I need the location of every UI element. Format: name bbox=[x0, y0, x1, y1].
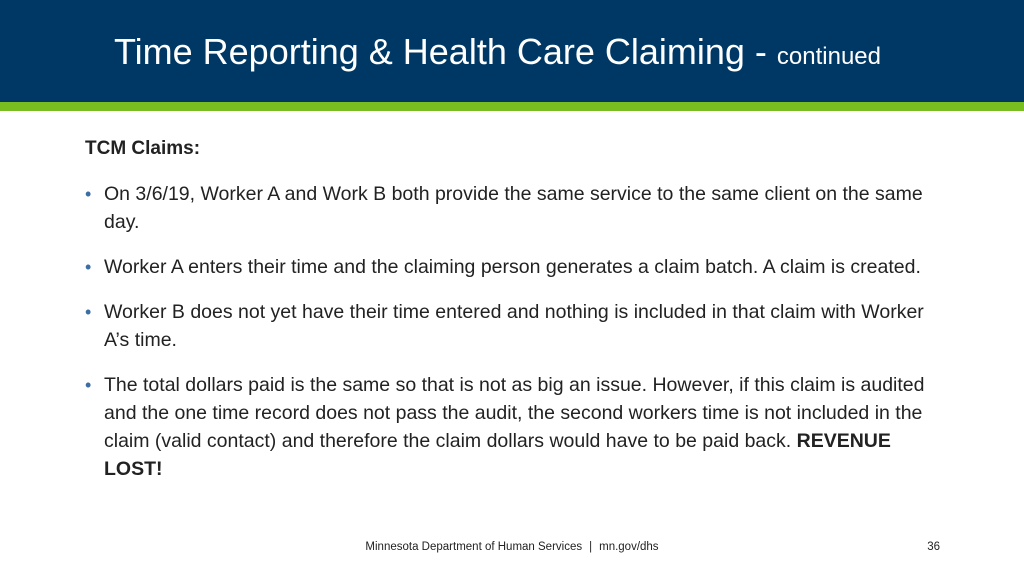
header-accent-stripe bbox=[0, 102, 1024, 111]
bullet-emphasis-text: REVENUE LOST! bbox=[104, 430, 891, 480]
bullet-item-1 bbox=[85, 180, 945, 236]
bullet-text: Worker A enters their time and the claiming person generates a claim batch. A claim is created. bbox=[104, 256, 921, 278]
slide-title bbox=[114, 30, 881, 79]
bullet-text: The total dollars paid is the same so that is not as big an issue. However, if this claim is audited and the one time record does not pass the audit, the second workers time is not included in the claim (valid contact) and therefore the claim dollars would have to be paid back. bbox=[104, 374, 925, 452]
footer-organization: Minnesota Department of Human Services bbox=[365, 541, 583, 553]
slide-title-suffix: continued bbox=[776, 43, 881, 70]
bullet-dot-icon: • bbox=[85, 375, 92, 395]
bullet-list bbox=[85, 180, 945, 500]
slide-footer bbox=[0, 541, 1024, 553]
bullet-text: On 3/6/19, Worker A and Work B both provide the same service to the same client on the same day. bbox=[104, 183, 923, 233]
footer-url: mn.gov/dhs bbox=[599, 541, 659, 553]
slide-header bbox=[0, 0, 1024, 102]
bullet-item-4 bbox=[85, 371, 945, 483]
bullet-dot-icon: • bbox=[85, 302, 92, 322]
footer-separator: | bbox=[589, 541, 593, 553]
page-number: 36 bbox=[927, 541, 940, 553]
bullet-dot-icon: • bbox=[85, 257, 92, 277]
bullet-dot-icon: • bbox=[85, 184, 92, 204]
bullet-text: Worker B does not yet have their time entered and nothing is included in that claim with Worker A’s time. bbox=[104, 301, 924, 351]
section-heading: TCM Claims: bbox=[85, 138, 201, 159]
bullet-item-3 bbox=[85, 298, 945, 354]
bullet-item-2 bbox=[85, 253, 945, 281]
slide-title-main: Time Reporting & Health Care Claiming - bbox=[114, 31, 777, 72]
